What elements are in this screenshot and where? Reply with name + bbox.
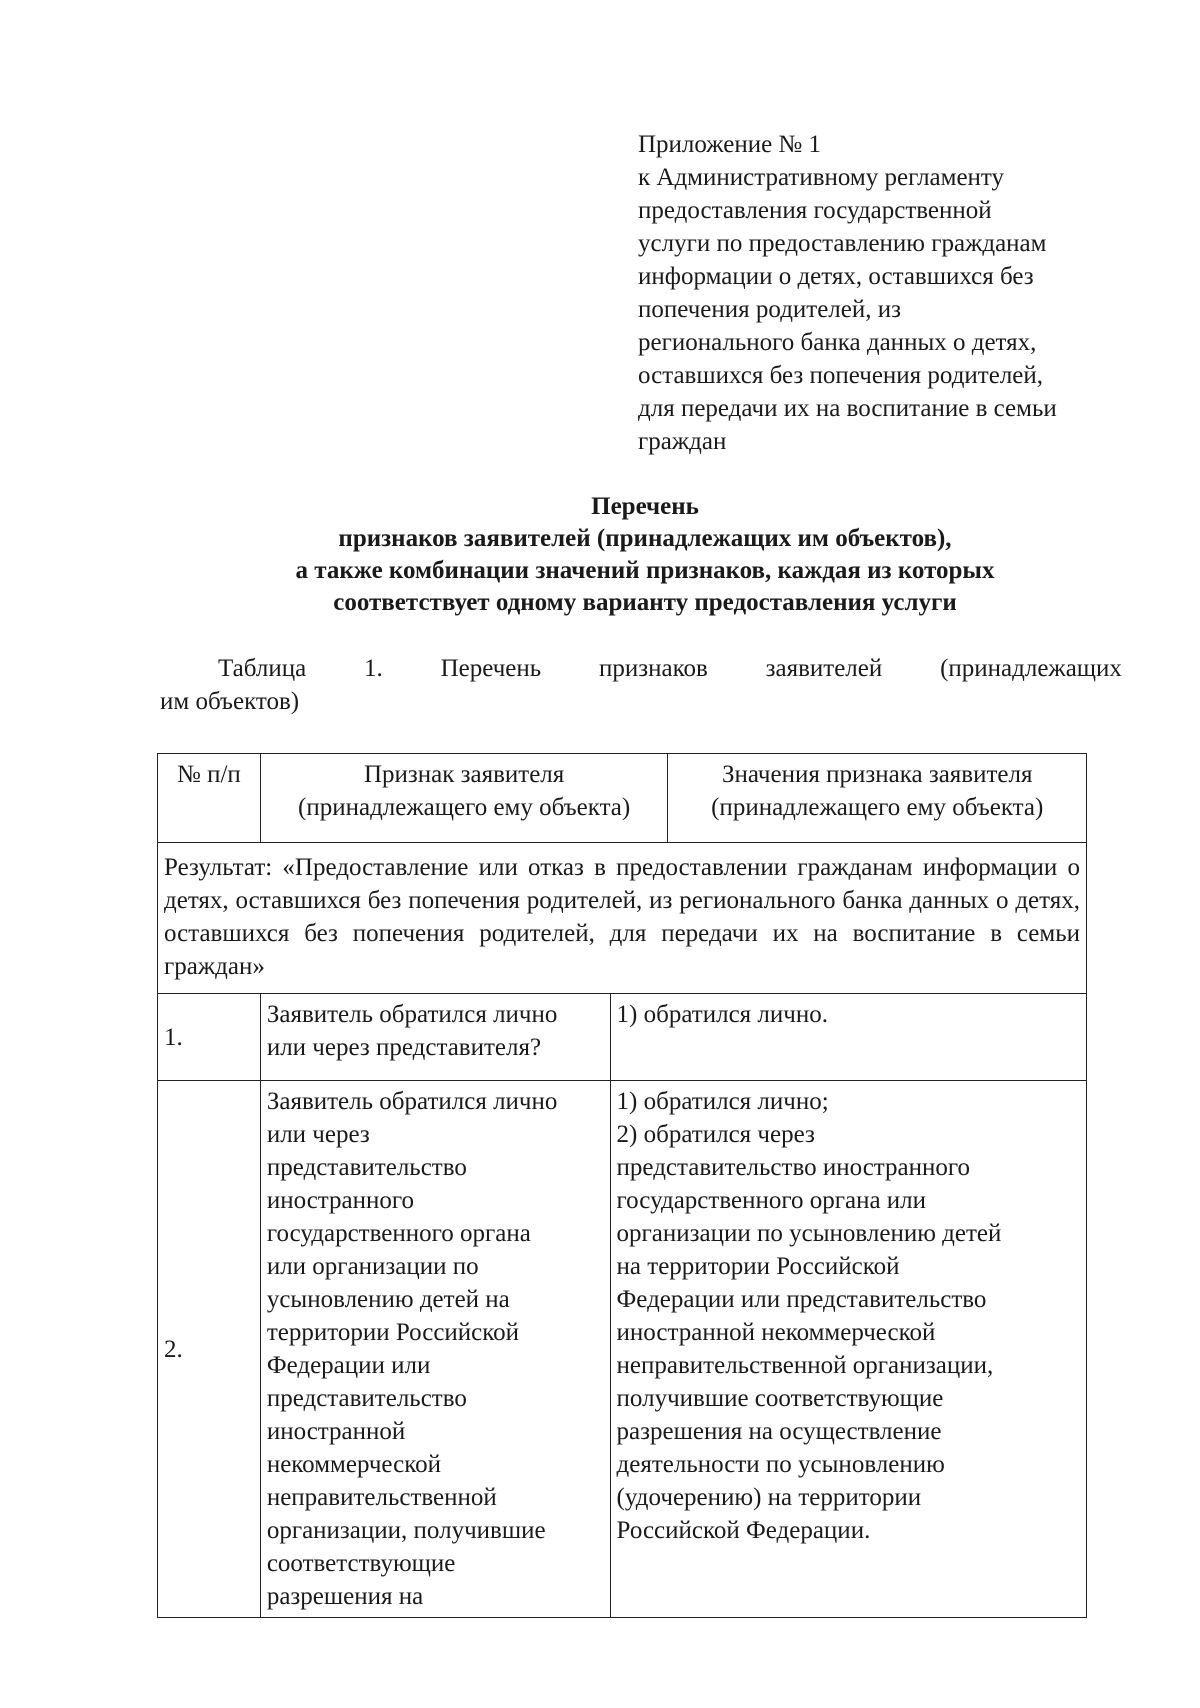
caption-word: 1. xyxy=(364,655,383,682)
table-header-row xyxy=(158,754,1087,843)
appendix-line: Приложение № 1 xyxy=(638,131,822,158)
row-number: 1. xyxy=(158,994,261,1081)
appendix-line: услуги по предоставлению гражданам xyxy=(638,230,1047,257)
appendix-line: граждан xyxy=(638,428,727,455)
row-values: 1) обратился лично. xyxy=(610,994,1086,1081)
appendix-line: регионального банка данных о детях, xyxy=(638,329,1037,356)
caption-line xyxy=(160,652,1122,685)
header-number: № п/п xyxy=(158,754,261,843)
table-row xyxy=(158,1081,1087,1618)
table-row xyxy=(158,994,1087,1081)
header-values: Значения признака заявителя (принадлежащего ему объекта) xyxy=(668,754,1087,843)
heading-line: признаков заявителей (принадлежащих им объектов), xyxy=(338,525,952,552)
appendix-line: для передачи их на воспитание в семьи xyxy=(638,395,1057,422)
row-attribute: Заявитель обратился лично или через представителя? xyxy=(260,994,610,1081)
document-heading xyxy=(0,491,1200,619)
table-caption xyxy=(160,652,1122,718)
result-cell: Результат: «Предоставление или отказ в предоставлении гражданам информации о детях, оставшихся без попечения родителей, из регионального банка данных о детях, оставшихся без попечения родителей, для передачи их на воспитание в семьи граждан» xyxy=(158,843,1087,994)
appendix-reference xyxy=(638,128,1158,458)
appendix-line: попечения родителей, из xyxy=(638,296,902,323)
caption-line: им объектов) xyxy=(160,688,300,715)
appendix-line: предоставления государственной xyxy=(638,197,992,224)
header-attribute: Признак заявителя (принадлежащего ему объекта) xyxy=(260,754,668,843)
row-number: 2. xyxy=(158,1081,261,1618)
appendix-line: к Административному регламенту xyxy=(638,164,1005,191)
caption-word: Перечень xyxy=(440,655,542,682)
heading-line: а также комбинации значений признаков, каждая из которых xyxy=(295,557,995,584)
heading-line: Перечень xyxy=(591,493,699,520)
appendix-line: информации о детях, оставшихся без xyxy=(638,263,1034,290)
caption-word: признаков xyxy=(598,655,708,682)
attributes-table xyxy=(157,753,1087,1618)
heading-line: соответствует одному варианту предоставления услуги xyxy=(333,589,957,616)
appendix-line: оставшихся без попечения родителей, xyxy=(638,362,1044,389)
row-attribute: Заявитель обратился лично или через представительство иностранного государственного органа или организации по усыновлению детей на территории Российской Федерации или представительство иностранной некоммерческой неправительственной организации, получившие соответствующие разрешения на xyxy=(260,1081,610,1618)
caption-word: (принадлежащих xyxy=(940,655,1122,682)
result-row xyxy=(158,843,1087,994)
caption-word: заявителей xyxy=(765,655,883,682)
caption-word: Таблица xyxy=(218,655,307,682)
row-values: 1) обратился лично; 2) обратился через представительство иностранного государственного органа или организации по усыновлению детей на территории Российской Федерации или представительство иностранной некоммерческой неправительственной организации, получившие соответствующие разрешения на осуществление деятельности по усыновлению (удочерению) на территории Российской Федерации. xyxy=(610,1081,1086,1618)
